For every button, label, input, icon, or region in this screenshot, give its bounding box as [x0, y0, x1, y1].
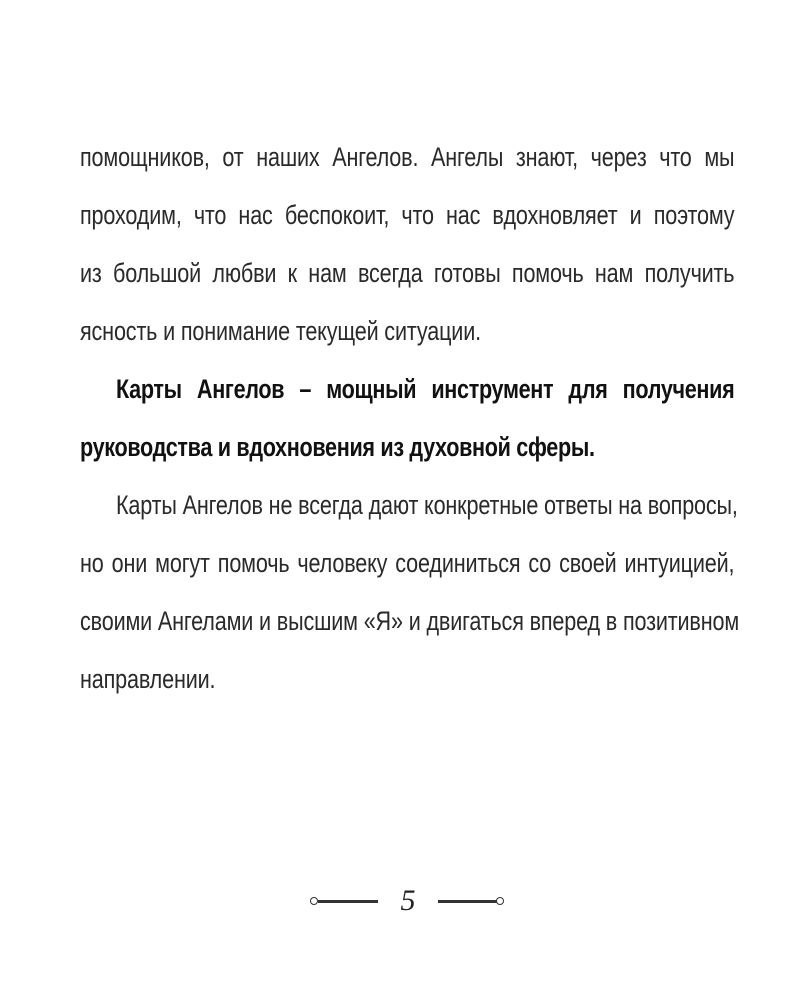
page-text	[80, 128, 740, 708]
text-line: своими Ангелами и высшим «Я» и двигаться вперед в позитивном	[80, 606, 740, 636]
bold-text-line: Карты Ангелов – мощный инструмент для получения	[116, 374, 735, 404]
ornament-dot-right	[496, 897, 504, 905]
bold-text-line: руководства и вдохновения из духовной сферы.	[80, 432, 595, 462]
ornament-line-right	[438, 900, 498, 903]
text-line: Карты Ангелов не всегда дают конкретные ответы на вопросы,	[116, 490, 738, 520]
text-line: направлении.	[80, 664, 216, 694]
text-line: проходим, что нас беспокоит, что нас вдохновляет и поэтому	[80, 200, 735, 230]
ornament-line-left	[318, 900, 378, 903]
text-line: ясность и понимание текущей ситуации.	[80, 316, 481, 346]
text-line: из большой любви к нам всегда готовы помочь нам получить	[80, 258, 735, 288]
ornament-dot-left	[310, 897, 318, 905]
page-footer	[0, 876, 800, 926]
text-line: но они могут помочь человеку соединиться со своей интуицией,	[80, 548, 735, 578]
text-line: помощников, от наших Ангелов. Ангелы знают, через что мы	[80, 142, 735, 172]
page-number: 5	[400, 884, 416, 917]
